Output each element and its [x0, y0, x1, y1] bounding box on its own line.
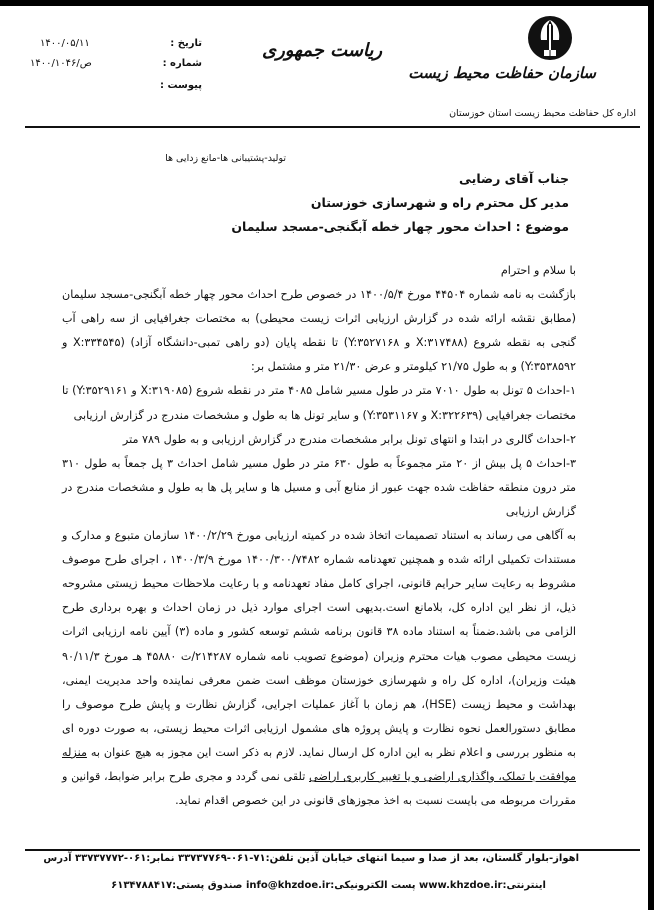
number-value: ۱۴۰۰/۱۰۴۶/ص: [30, 58, 92, 69]
scan-border-top: [0, 0, 654, 6]
paragraph-main-text: به آگاهی می رساند به استناد تصمیمات اتخاذ شده در کمیته ارزیابی مورخ ۱۴۰۰/۲/۲۹ سازمان متبوع و مدارک و مستندات تکمیلی ارائه شده و همچنین تعهدنامه شماره ۱۴۰۰/۳۰۰/۷۴۸۲ مورخ ۱۴۰۰/۳/۹ ، اجرای طرح موصوف مشروط به رعایت سایر حرایم قانونی، اجرای کامل مفاد تعهدنامه و با رعایت ملاحظات محیط زیستی مشروحه ذیل، از نظر این اداره کل، بلامانع است.بدیهی است اجرای موارد ذیل در زمان احداث و بهره برداری طرح الزامی می باشد.ضمناً به استناد ماده ۳۸ قانون برنامه ششم توسعه کشور و ماده (۳) آیین نامه ارزیابی اثرات زیست محیطی مصوب هیات محترم وزیران (موضوع تصویب نامه شماره ۲۱۴۲۸۷/ت ۴۵۸۸۰ هـ مورخ ۹۰/۱۱/۳ هیئت وزیران)، اداره کل راه و شهرسازی خوزستان موظف است ضمن معرفی نماینده واحد مدیریت ایمنی، بهداشت و محیط زیست (HSE)، هم زمان با آغاز عملیات اجرایی، گزارش نظارت و پایش طرح موصوف را مطابق دستورالعمل نحوه نظارت و پایش پروژه های مشمول ارزیابی اثرات محیط زیستی، به صورت دوره ای به منظور بررسی و اعلام نظر به این اداره کل ارسال نماید. لازم به ذکر است این مجوز به هیچ عنوان به: [62, 529, 576, 759]
addressee-title: مدیر کل محترم راه و شهرسازی خوزستان: [310, 195, 569, 210]
item-2: ۲-احداث گالری در ابتدا و انتهای تونل برابر مشخصات مندرج در گزارش ارزیابی و به طول ۷۸۹ متر: [122, 432, 576, 446]
greeting: با سلام و احترام: [500, 264, 576, 277]
paragraph-main: [62, 524, 576, 813]
letter-subtitle: تولید-پشتیبانی ها-مانع زدایی ها: [165, 153, 286, 164]
letter-body: [62, 259, 576, 813]
footer-divider: [25, 849, 640, 851]
paragraph-main-end: تلقی نمی گردد و مجری طرح برابر ضوابط، قوانین و مقررات مربوطه می بایست نسبت به اخذ مجوزهای قانونی در این خصوص اقدام نماید.: [62, 769, 576, 808]
underlined-clause: منزله موافقت با تملک، واگذاری اراضی و یا تغییر کاربری اراضی: [62, 745, 576, 783]
scan-border-right: [648, 0, 654, 910]
footer-contact: اینترنتی:www.khzdoe.ir پست الکترونیکی:info@khzdoe.ir صندوق پستی:۶۱۳۴۷۸۸۴۱۷: [111, 880, 546, 891]
doe-emblem-icon: [526, 14, 574, 62]
addressee-name: جناب آقای رضایی: [459, 171, 569, 186]
letter-subject: موضوع : احداث محور چهار خطه آبگنجی-مسجد سلیمان: [231, 219, 569, 234]
number-label: شماره :: [162, 58, 202, 69]
footer-address: اهواز-بلوار گلستان، بعد از صدا و سیما انتهای خیابان آذین تلفن:۷۱-۰۶۱-۳۳۷۳۷۷۶۹ نمابر:۰۶۱-۳۳۷۳۷۷۷۲ آدرس: [43, 853, 579, 864]
date-value: ۱۴۰۰/۰۵/۱۱: [40, 38, 90, 49]
item-3: ۳-احداث ۵ پل بیش از ۲۰ متر مجموعاً به طول ۶۳۰ متر در طول مسیر شامل احداث ۳ پل جمعاً به طول ۳۱۰ متر درون منطقه حفاظت شده جهت عبور از منابع آبی و مسیل ها و سایر پل ها به طول و مشخصات مندرج در گزارش ارزیابی: [62, 456, 577, 518]
date-label: تاریخ :: [170, 38, 202, 49]
presidency-title: ریاست جمهوری: [262, 40, 383, 61]
header-divider: [25, 126, 640, 128]
attachment-label: پیوست :: [159, 80, 202, 91]
organization-name: سازمان حفاظت محیط زیست: [408, 64, 596, 82]
office-name: اداره کل حفاظت محیط زیست استان خوزستان: [449, 108, 636, 119]
item-1: ۱-احداث ۵ تونل به طول ۷۰۱۰ متر در طول مسیر شامل ۴۰۸۵ متر در نقطه شروع (X:۳۱۹۰۸۵ و Y:۳۵۲۹۱۶۱) تا مختصات جغرافیایی (X:۳۲۲۶۳۹ و Y:۳۵۳۱۱۶۷) و سایر تونل ها به طول و مشخصات مندرج در گزارش ارزیابی: [62, 384, 576, 422]
paragraph-intro: بازگشت به نامه شماره ۴۴۵۰۴ مورخ ۱۴۰۰/۵/۴ در خصوص طرح احداث محور چهار خطه آبگنجی-مسجد سلیمان (مطابق نقشه ارائه شده در گزارش ارزیابی اثرات زیست محیطی) به مختصات جغرافیایی از سه راهی آب گنجی به نقطه شروع (X:۳۱۷۴۸۸ و Y:۳۵۲۷۱۶۸) تا نقطه پایان (دو راهی تمبی-دانشگاه آزاد) (X:۳۳۴۵۴۵ و Y:۳۵۳۸۵۹۲) و به طول ۲۱/۷۵ کیلومتر و عرض ۲۱/۳۰ متر و مشتمل بر:: [62, 288, 577, 374]
